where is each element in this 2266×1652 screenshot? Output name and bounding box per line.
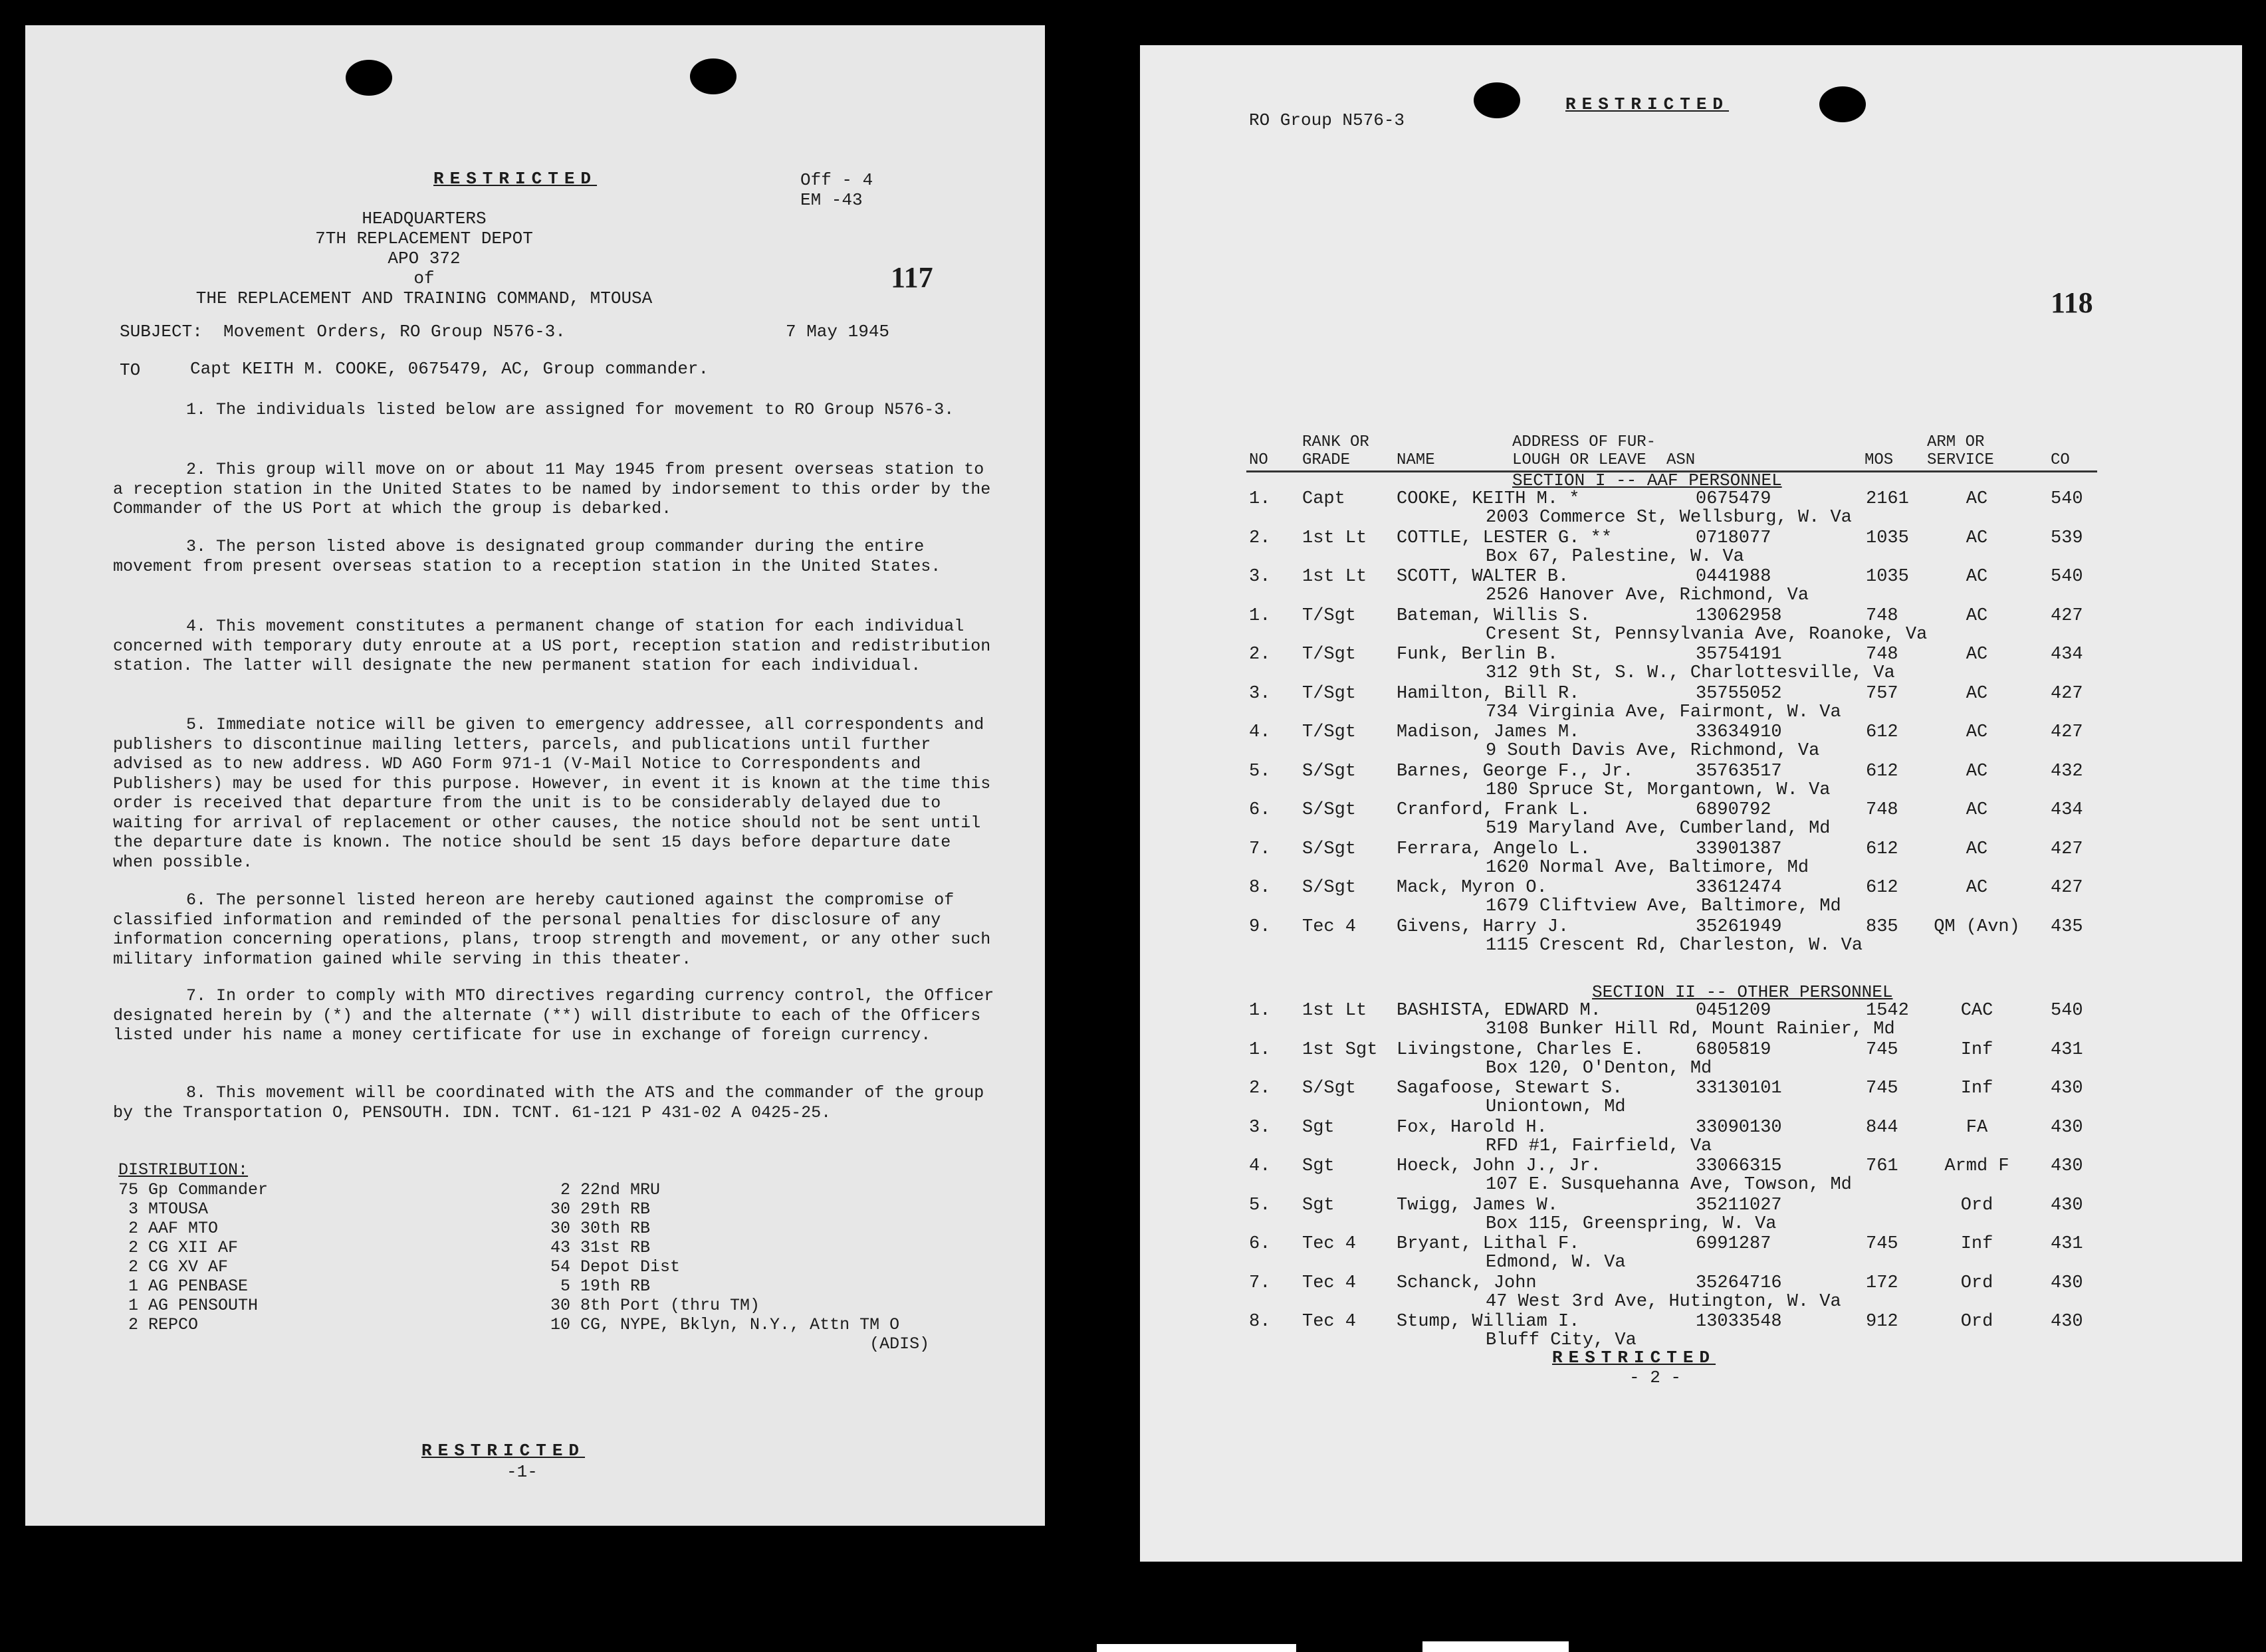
distribution-item: 10 CG, NYPE, Bklyn, N.Y., Attn TM O [550,1315,900,1334]
column-header-asn: ASN [1666,451,1696,469]
table-row [1140,1273,2242,1312]
table-row [1140,878,2242,916]
row-asn: 6890792 [1696,800,1771,820]
table-row [1140,567,2242,605]
row-company: 430 [2051,1156,2083,1176]
table-row [1140,1312,2242,1350]
restricted-top-marking: RESTRICTED [433,169,598,189]
row-rank: S/Sgt [1302,1079,1357,1098]
distribution-item: (ADIS) [550,1334,930,1354]
row-name: Schanck, John [1397,1273,1537,1293]
distribution-item: 2 22nd MRU [550,1180,661,1199]
row-arm-service: AC [1966,839,1988,859]
row-number: 5. [1249,761,1271,781]
distribution-item: 75 Gp Commander [118,1180,269,1199]
row-company: 430 [2051,1079,2083,1098]
row-name: Cranford, Frank L. [1397,800,1591,820]
row-address: Uniontown, Md [1486,1097,1626,1117]
order-date: 7 May 1945 [786,322,890,342]
row-number: 1. [1249,489,1271,509]
column-header-co: CO [2051,451,2070,469]
row-address: Box 120, O'Denton, Md [1486,1058,1712,1079]
row-mos: 844 [1866,1117,1898,1138]
row-mos: 612 [1866,761,1898,781]
header-line: of [413,268,435,288]
row-rank: Tec 4 [1302,1273,1357,1293]
row-mos: 172 [1866,1273,1898,1293]
row-name: BASHISTA, EDWARD M. [1397,1001,1601,1021]
header-line: HEADQUARTERS [362,209,487,229]
row-name: Barnes, George F., Jr. [1397,761,1634,781]
row-asn: 13033548 [1696,1312,1782,1332]
row-rank: Sgt [1302,1195,1335,1215]
paragraph: 5. Immediate notice will be given to emergency addressee, all correspondents and publishers to discontinue mailing letters, parcels, and publications until further advised as to new address. WD AGO Form 971-1 (V-Mail Notice to Correspondents and Publishers) may be used for this purpose. However, in event it is known at the time this order is received that departure from the unit is to be considerably delayed due to waiting for arrival of replacement or other causes, the notice should not be sent until the departure date is known. The notice should be sent 15 days before departure date when possible. [113,715,991,872]
group-reference: RO Group N576-3 [1249,110,1405,130]
row-rank: Sgt [1302,1117,1335,1138]
row-company: 427 [2051,839,2083,859]
row-address: Edmond, W. Va [1486,1253,1626,1273]
row-asn: 33634910 [1696,722,1782,742]
row-asn: 33612474 [1696,878,1782,898]
row-arm-service: AC [1966,878,1988,898]
row-number: 8. [1249,878,1271,898]
row-mos: 745 [1866,1079,1898,1098]
row-address: RFD #1, Fairfield, Va [1486,1136,1712,1156]
column-header-no: NO [1249,451,1268,469]
row-asn: 35754191 [1696,645,1782,665]
header-line: THE REPLACEMENT AND TRAINING COMMAND, MTOUSA [195,288,653,308]
row-address: Cresent St, Pennsylvania Ave, Roanoke, Va [1486,624,1928,645]
row-company: 539 [2051,528,2083,548]
to-text: Capt KEITH M. COOKE, 0675479, AC, Group commander. [190,359,709,379]
row-company: 435 [2051,916,2083,937]
restricted-top-marking: RESTRICTED [1565,94,1730,114]
row-number: 1. [1249,1039,1271,1060]
row-mos: 745 [1866,1039,1898,1060]
row-number: 8. [1249,1312,1271,1332]
row-arm-service: AC [1966,722,1988,742]
to-label: TO [120,360,141,380]
document-page-2 [1140,45,2242,1562]
row-address: 1679 Cliftview Ave, Baltimore, Md [1486,896,1841,916]
row-mos: 2161 [1866,489,1909,509]
row-company: 427 [2051,722,2083,742]
row-company: 427 [2051,878,2083,898]
distribution-item: 1 AG PENBASE [118,1277,249,1296]
row-rank: 1st Lt [1302,528,1367,548]
row-rank: Capt [1302,489,1345,509]
table-row [1140,1195,2242,1234]
row-address: 312 9th St, S. W., Charlottesville, Va [1486,663,1895,683]
row-arm-service: AC [1966,645,1988,665]
row-asn: 0675479 [1696,489,1771,509]
page-footer-number: -1- [507,1462,538,1482]
row-rank: T/Sgt [1302,722,1357,742]
row-address: 734 Virginia Ave, Fairmont, W. Va [1486,702,1841,722]
row-name: Bateman, Willis S. [1397,605,1591,626]
row-rank: 1st Lt [1302,1001,1367,1021]
table-row [1140,762,2242,800]
row-arm-service: AC [1966,800,1988,820]
row-mos: 612 [1866,722,1898,742]
row-rank: S/Sgt [1302,800,1357,820]
row-asn: 35763517 [1696,761,1782,781]
paragraph: 7. In order to comply with MTO directives regarding currency control, the Officer designated herein by (*) and the alternate (**) will distribute to each of the Officers listed under his name a money certificate for use in exchange of foreign currency. [113,986,994,1045]
row-mos: 612 [1866,839,1898,859]
row-company: 434 [2051,800,2083,820]
row-address: 1115 Crescent Rd, Charleston, W. Va [1486,935,1863,956]
row-asn: 13062958 [1696,605,1782,626]
row-address: 2526 Hanover Ave, Richmond, Va [1486,585,1809,605]
row-name: Sagafoose, Stewart S. [1397,1079,1623,1098]
section-title: SECTION II -- OTHER PERSONNEL [1592,982,1893,1002]
row-rank: 1st Lt [1302,567,1367,587]
row-asn: 33901387 [1696,839,1782,859]
paragraph: 8. This movement will be coordinated with the ATS and the commander of the group by the Transportation O, PENSOUTH. IDN. TCNT. 61-121 P 431-02 A 0425-25. [113,1083,984,1122]
distribution-item: 2 CG XII AF [118,1238,239,1257]
row-name: Givens, Harry J. [1397,916,1569,937]
paragraph: 6. The personnel listed hereon are hereby cautioned against the compromise of classified information and reminded of the personal penalties for disclosure of any information concerning operations, plans, troop strength and movement, or any other such military information gained while serving in this theater. [113,890,991,969]
row-address: 47 West 3rd Ave, Hutington, W. Va [1486,1291,1841,1312]
row-address: 107 E. Susquehanna Ave, Towson, Md [1486,1175,1852,1195]
row-name: Twigg, James W. [1397,1195,1559,1215]
row-address: 2003 Commerce St, Wellsburg, W. Va [1486,508,1852,528]
row-name: COTTLE, LESTER G. ** [1397,528,1613,548]
section-title: SECTION I -- AAF PERSONNEL [1512,470,1782,490]
row-number: 6. [1249,1234,1271,1254]
page-number-stamp: 117 [891,261,933,294]
row-address: Box 115, Greenspring, W. Va [1486,1213,1777,1234]
row-company: 430 [2051,1195,2083,1215]
row-rank: Tec 4 [1302,1234,1357,1254]
row-number: 9. [1249,916,1271,937]
row-rank: Tec 4 [1302,916,1357,937]
row-asn: 35755052 [1696,683,1782,704]
paragraph: 3. The person listed above is designated group commander during the entire movement from present overseas station to a reception station in the United States. [113,537,941,576]
paragraph: 4. This movement constitutes a permanent change of station for each individual concerned with temporary duty enroute at a US port, reception station and redistribution station. The latter will designate the new permanent station for each individual. [113,617,991,675]
row-company: 430 [2051,1273,2083,1293]
row-arm-service: AC [1966,528,1988,548]
distribution-item: 2 AAF MTO [118,1219,219,1238]
punch-hole [346,60,392,96]
row-name: COOKE, KEITH M. * [1397,489,1580,509]
distribution-item: 30 30th RB [550,1219,651,1238]
table-row [1140,1079,2242,1117]
table-row [1140,489,2242,528]
header-line: APO 372 [388,249,461,268]
row-asn: 0441988 [1696,567,1771,587]
row-address: Bluff City, Va [1486,1330,1637,1350]
row-name: Mack, Myron O. [1397,878,1547,898]
distribution-item: 5 19th RB [550,1277,651,1296]
row-mos: 612 [1866,878,1898,898]
row-address: Box 67, Palestine, W. Va [1486,546,1744,567]
column-header-address: ADDRESS OF FUR- [1512,433,1656,451]
row-arm-service: AC [1966,567,1988,587]
row-company: 540 [2051,1001,2083,1021]
table-row [1140,917,2242,956]
table-row [1140,606,2242,645]
row-number: 2. [1249,645,1271,665]
column-header-arm: ARM OR [1927,433,1985,451]
punch-hole [1819,86,1866,122]
row-number: 7. [1249,839,1271,859]
row-rank: T/Sgt [1302,605,1357,626]
row-name: Hamilton, Bill R. [1397,683,1580,704]
table-row [1140,684,2242,722]
row-arm-service: AC [1966,683,1988,704]
officer-count: Off - 4 [800,170,873,190]
row-number: 1. [1249,605,1271,626]
row-rank: 1st Sgt [1302,1039,1378,1060]
row-company: 427 [2051,683,2083,704]
row-company: 434 [2051,645,2083,665]
row-name: SCOTT, WALTER B. [1397,567,1569,587]
row-arm-service: AC [1966,605,1988,626]
row-name: Fox, Harold H. [1397,1117,1547,1138]
column-header-mos: MOS [1865,451,1894,469]
row-asn: 35211027 [1696,1195,1782,1215]
row-company: 431 [2051,1039,2083,1060]
row-number: 4. [1249,1156,1271,1176]
row-address: 519 Maryland Ave, Cumberland, Md [1486,819,1831,839]
row-mos: 1542 [1866,1001,1909,1021]
row-arm-service: Ord [1960,1273,1993,1293]
row-asn: 0718077 [1696,528,1771,548]
table-row [1140,839,2242,878]
row-mos: 757 [1866,683,1898,704]
row-arm-service: Armd F [1944,1156,2009,1176]
punch-hole [690,58,736,94]
column-header-rank: GRADE [1302,451,1351,469]
distribution-item: 54 Depot Dist [550,1257,681,1277]
paragraph: 2. This group will move on or about 11 May 1945 from present overseas station to a reception station in the United States to be named by indorsement to this order by the Commander of the US Port at which the group is debarked. [113,460,991,518]
row-company: 427 [2051,605,2083,626]
row-asn: 0451209 [1696,1001,1771,1021]
row-number: 6. [1249,800,1271,820]
row-mos: 748 [1866,645,1898,665]
table-row [1140,800,2242,839]
row-arm-service: AC [1966,489,1988,509]
row-asn: 33090130 [1696,1117,1782,1138]
punch-hole [1474,82,1520,118]
row-rank: Tec 4 [1302,1312,1357,1332]
row-number: 7. [1249,1273,1271,1293]
row-rank: S/Sgt [1302,761,1357,781]
row-address: 9 South Davis Ave, Richmond, Va [1486,741,1820,761]
distribution-item: 1 AG PENSOUTH [118,1296,259,1315]
adjacent-scan-edge [1422,1641,1569,1652]
row-name: Livingstone, Charles E. [1397,1039,1644,1060]
document-page-1 [25,25,1045,1526]
row-asn: 33066315 [1696,1156,1782,1176]
column-header-name: NAME [1397,451,1435,469]
row-arm-service: Inf [1960,1234,1993,1254]
distribution-item: 2 REPCO [118,1315,199,1334]
row-address: 1620 Normal Ave, Baltimore, Md [1486,857,1809,878]
row-mos: 835 [1866,916,1898,937]
row-arm-service: Inf [1960,1039,1993,1060]
row-name: Funk, Berlin B. [1397,645,1559,665]
table-row [1140,1156,2242,1195]
row-company: 430 [2051,1312,2083,1332]
row-asn: 6805819 [1696,1039,1771,1060]
row-rank: S/Sgt [1302,878,1357,898]
row-asn: 6991287 [1696,1234,1771,1254]
row-name: Hoeck, John J., Jr. [1397,1156,1601,1176]
row-name: Madison, James M. [1397,722,1580,742]
subject-label: SUBJECT: [120,322,203,342]
row-address: 180 Spruce St, Morgantown, W. Va [1486,779,1831,800]
row-mos: 748 [1866,605,1898,626]
table-row [1140,1118,2242,1156]
row-number: 2. [1249,528,1271,548]
row-asn: 35264716 [1696,1273,1782,1293]
row-rank: Sgt [1302,1156,1335,1176]
row-company: 431 [2051,1234,2083,1254]
row-arm-service: FA [1966,1117,1988,1138]
row-number: 3. [1249,567,1271,587]
table-row [1140,1001,2242,1039]
row-mos: 1035 [1866,528,1909,548]
row-number: 3. [1249,683,1271,704]
row-name: Bryant, Lithal F. [1397,1234,1580,1254]
row-rank: T/Sgt [1302,683,1357,704]
column-header-rank: RANK OR [1302,433,1369,451]
row-company: 430 [2051,1117,2083,1138]
row-arm-service: Ord [1960,1312,1993,1332]
distribution-item: 30 8th Port (thru TM) [550,1296,760,1315]
restricted-bottom-marking: RESTRICTED [1552,1348,1716,1368]
table-row [1140,1040,2242,1079]
row-arm-service: CAC [1960,1001,1993,1021]
restricted-bottom-marking: RESTRICTED [421,1441,586,1461]
distribution-item: 30 29th RB [550,1199,651,1219]
row-arm-service: Ord [1960,1195,1993,1215]
row-mos: 912 [1866,1312,1898,1332]
row-number: 3. [1249,1117,1271,1138]
row-arm-service: QM (Avn) [1934,916,2020,937]
row-asn: 35261949 [1696,916,1782,937]
row-arm-service: AC [1966,761,1988,781]
row-company: 432 [2051,761,2083,781]
row-mos: 761 [1866,1156,1898,1176]
paragraph: 1. The individuals listed below are assigned for movement to RO Group N576-3. [186,400,955,419]
row-address: 3108 Bunker Hill Rd, Mount Rainier, Md [1486,1019,1895,1039]
row-number: 2. [1249,1079,1271,1098]
row-number: 5. [1249,1195,1271,1215]
column-header-arm: SERVICE [1927,451,1994,469]
row-name: Ferrara, Angelo L. [1397,839,1591,859]
row-rank: T/Sgt [1302,645,1357,665]
distribution-item: 2 CG XV AF [118,1257,229,1277]
header-line: 7TH REPLACEMENT DEPOT [315,229,533,249]
distribution-item: 43 31st RB [550,1238,651,1257]
row-mos: 745 [1866,1234,1898,1254]
row-number: 4. [1249,722,1271,742]
row-company: 540 [2051,567,2083,587]
table-row [1140,528,2242,567]
row-asn: 33130101 [1696,1079,1782,1098]
distribution-item: 3 MTOUSA [118,1199,209,1219]
table-row [1140,1234,2242,1273]
row-number: 1. [1249,1001,1271,1021]
subject-text: Movement Orders, RO Group N576-3. [223,322,566,342]
row-mos: 1035 [1866,567,1909,587]
row-name: Stump, William I. [1397,1312,1580,1332]
adjacent-scan-edge [1097,1644,1296,1652]
enlisted-count: EM -43 [800,190,863,210]
row-mos: 748 [1866,800,1898,820]
row-arm-service: Inf [1960,1079,1993,1098]
row-company: 540 [2051,489,2083,509]
distribution-title: DISTRIBUTION: [118,1160,249,1180]
page-footer-number: - 2 - [1629,1368,1682,1388]
table-row [1140,645,2242,683]
table-row [1140,722,2242,761]
page-number-stamp: 118 [2051,286,2093,319]
column-header-address: LOUGH OR LEAVE [1512,451,1646,469]
row-rank: S/Sgt [1302,839,1357,859]
